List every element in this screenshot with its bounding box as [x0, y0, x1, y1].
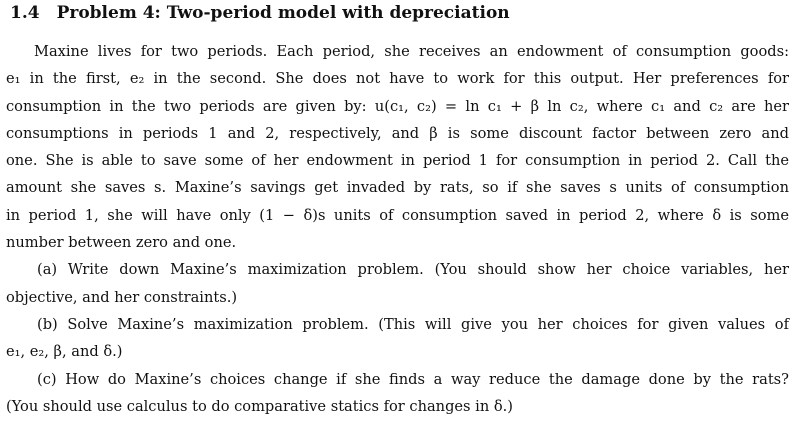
paragraph-line: one. She is able to save some of her endowment in period 1 for consumption in period 2. Call the — [6, 152, 789, 170]
question-b-line: (b) Solve Maxine’s maximization problem. (This will give you her choices for given values of — [37, 315, 789, 333]
section-title: Problem 4: Two-period model with depreciation — [56, 3, 510, 23]
paragraph-line: consumption in the two periods are given by: u(c₁, c₂) = ln c₁ + β ln c₂, where c₁ and c₂ are her — [6, 97, 789, 115]
section-heading — [10, 2, 510, 24]
paragraph-line: number between zero and one. — [6, 234, 237, 252]
question-a-line: (a) Write down Maxine’s maximization problem. (You should show her choice variables, her — [37, 261, 789, 279]
question-c-line: (c) How do Maxine’s choices change if she finds a way reduce the damage done by the rats? — [37, 370, 789, 388]
paragraph-line: e₁ in the first, e₂ in the second. She does not have to work for this output. Her preferences for — [6, 70, 789, 88]
paragraph-line: amount she saves s. Maxine’s savings get invaded by rats, so if she saves s units of consumption — [6, 179, 789, 197]
question-b-line: e₁, e₂, β, and δ.) — [6, 343, 123, 361]
problem-text — [6, 38, 789, 420]
paragraph-line: Maxine lives for two periods. Each period, she receives an endowment of consumption goods: — [34, 43, 789, 60]
section-number: 1.4 — [10, 3, 40, 23]
paragraph-line: in period 1, she will have only (1 − δ)s units of consumption saved in period 2, where δ is some — [6, 206, 789, 224]
paragraph-line: consumptions in periods 1 and 2, respectively, and β is some discount factor between zero and — [6, 124, 789, 142]
question-a-line: objective, and her constraints.) — [6, 288, 238, 306]
question-c-line: (You should use calculus to do comparative statics for changes in δ.) — [6, 397, 513, 415]
